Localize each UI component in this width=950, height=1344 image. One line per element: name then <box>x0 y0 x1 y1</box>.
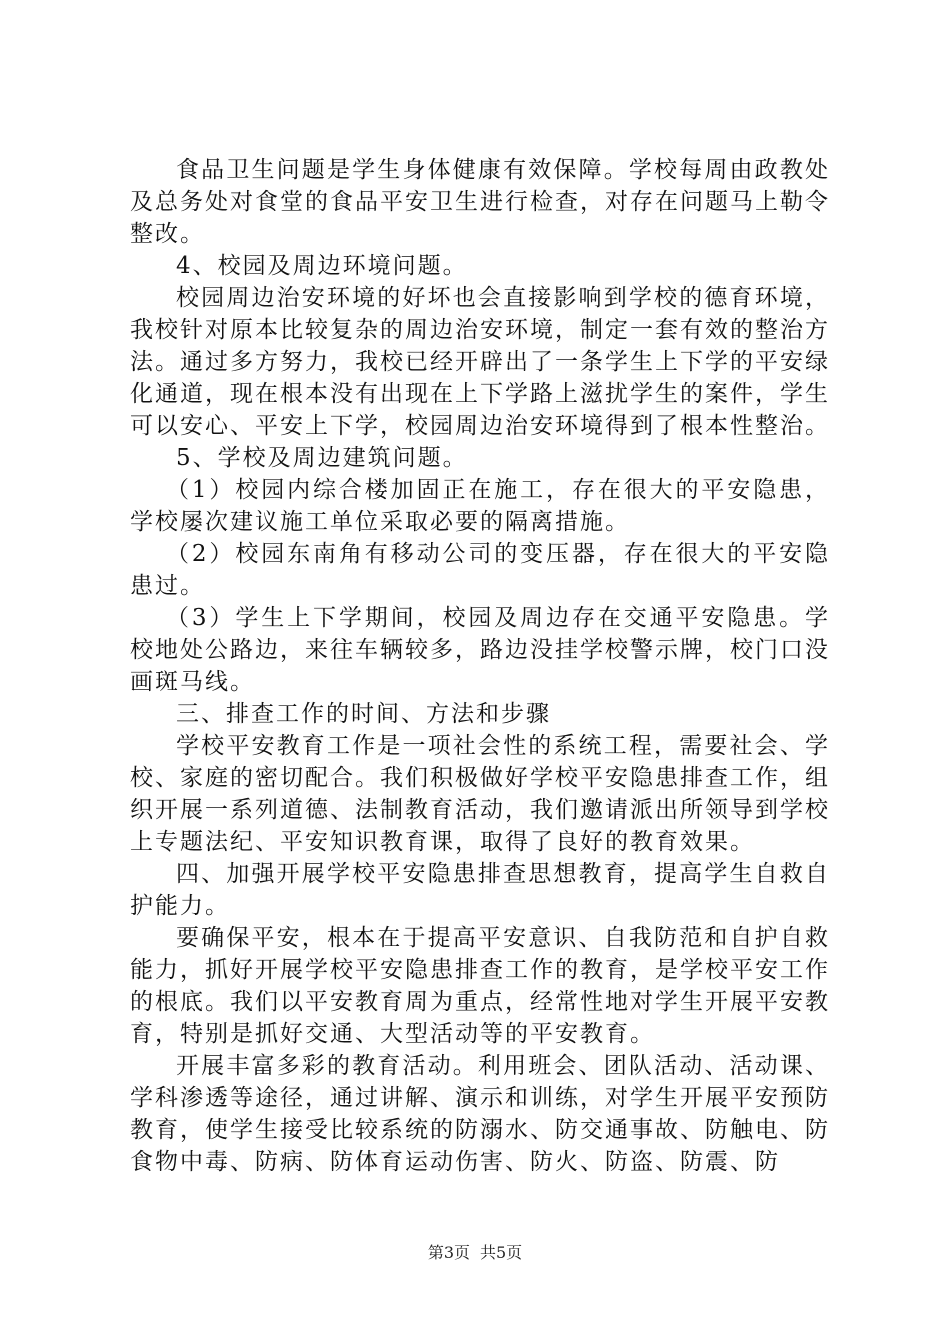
paragraph-ensure-safety: 要确保平安，根本在于提高平安意识、自我防范和自护自救能力，抓好开展学校平安隐患排查工作的教育，是学校平安工作的根底。我们以平安教育周为重点，经常性地对学生开展平安教育，特别是抓好交通、大型活动等的平安教育。 <box>130 925 830 1047</box>
paragraph-safety-education: 学校平安教育工作是一项社会性的系统工程，需要社会、学校、家庭的密切配合。我们积极做好学校平安隐患排查工作，组织开展一系列道德、法制教育活动，我们邀请派出所领导到学校上专题法纪、平安知识教育课，取得了良好的教育效果。 <box>130 733 830 855</box>
page-footer <box>0 1240 950 1263</box>
heading-section-3: 三、排查工作的时间、方法和步骤 <box>176 701 551 727</box>
page-total: 共5页 <box>480 1243 523 1262</box>
paragraph-item-3: （3）学生上下学期间，校园及周边存在交通平安隐患。学校地处公路边，来往车辆较多，路边没挂学校警示牌，校门口没画斑马线。 <box>130 605 830 695</box>
paragraph-food-hygiene: 食品卫生问题是学生身体健康有效保障。学校每周由政教处及总务处对食堂的食品平安卫生进行检查，对存在问题马上勒令整改。 <box>130 157 830 247</box>
paragraph-campus-security: 校园周边治安环境的好坏也会直接影响到学校的德育环境，我校针对原本比较复杂的周边治安环境，制定一套有效的整治方法。通过多方努力，我校已经开辟出了一条学生上下学的平安绿化通道，现在根本没有出现在上下学路上滋扰学生的案件，学生可以安心、平安上下学，校园周边治安环境得到了根本性整治。 <box>130 285 830 439</box>
heading-section-4: 四、加强开展学校平安隐患排查思想教育，提高学生自救自护能力。 <box>130 861 830 919</box>
paragraph-item-2: （2）校园东南角有移动公司的变压器，存在很大的平安隐患过。 <box>130 541 830 599</box>
heading-campus-environment: 4、校园及周边环境问题。 <box>176 253 468 279</box>
heading-buildings: 5、学校及周边建筑问题。 <box>176 445 468 471</box>
document-body <box>130 154 830 1178</box>
page-number: 第3页 <box>427 1243 470 1262</box>
paragraph-item-1: （1）校园内综合楼加固正在施工，存在很大的平安隐患，学校屡次建议施工单位采取必要的隔离措施。 <box>130 477 830 535</box>
paragraph-activities: 开展丰富多彩的教育活动。利用班会、团队活动、活动课、学科渗透等途径，通过讲解、演示和训练，对学生开展平安预防教育，使学生接受比较系统的防溺水、防交通事故、防触电、防食物中毒、防病、防体育运动伤害、防火、防盗、防震、防 <box>130 1053 830 1175</box>
